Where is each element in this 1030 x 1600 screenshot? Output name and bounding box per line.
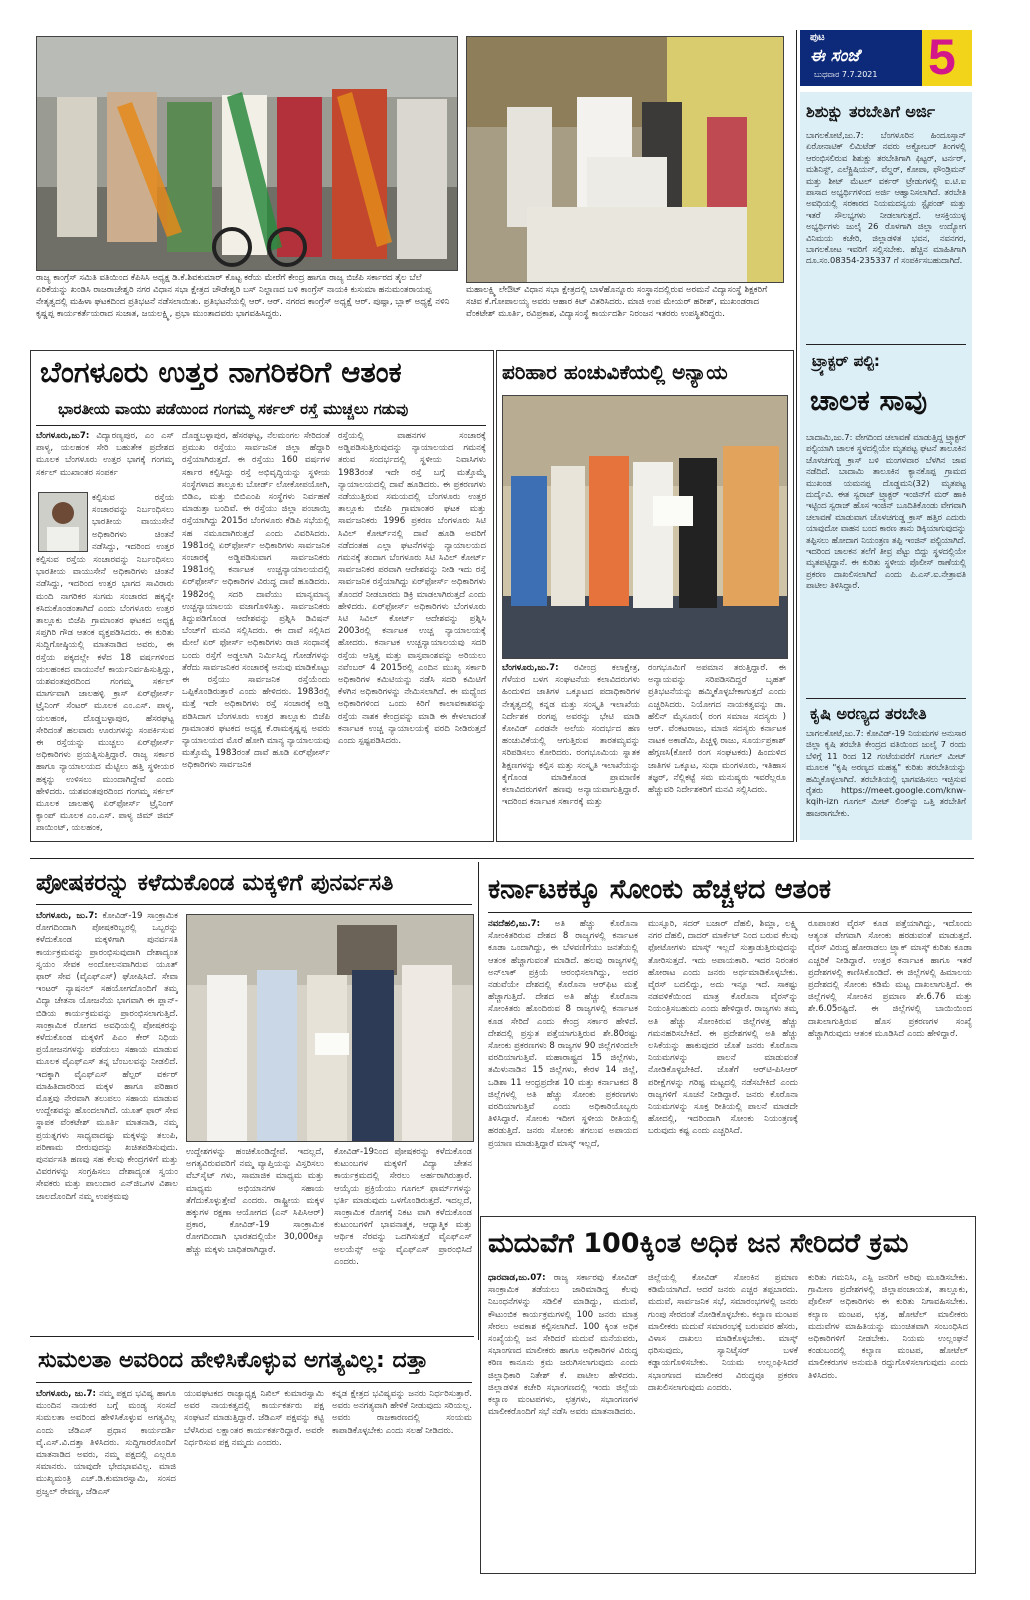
covid-col2: ಮುಸ್ಸೂರಿ, ಸದರ್ ಬಜಾರ್ ದೆಹಲಿ, ಶಿಮ್ಲಾ, ಲಕ್ಷ್ಮಿ ನಗರ ದೆಹಲಿ, ದಾದರ್ ಮಾರ್ಕೆಟ್ ನಿಂದ ಬರುವ ಕೆಲವು ಫೋಟೋಗಳು ಮಾಸ್ಕ್ ಇಲ್ಲದೆ ಸುತ್ತಾಡುತ್ತಿರುವುದನ್ನು ತೋರಿಸುತ್ತದೆ. ಇದು ಅಪಾಯಕಾರಿ. ಇದರ ನಿರಂತರ ಹೋರಾಟ ಎಂದು ಜನರು ಅರ್ಥಮಾಡಿಕೊಳ್ಳಬೇಕು. ವೈರಸ್ ಬದಲಿದ್ದು, ಅದು ಇನ್ನೂ ಇದೆ. ಸಾಕಷ್ಟು ನಡವಳಿಕೆಯಿಂದ ಮಾತ್ರ ಕೊರೊನಾ ವೈರಸ್‌ನ್ನು ನಿಯಂತ್ರಿಸಬಹುದು ಎಂದು ಹೇಳಿದ್ದಾರೆ. ರಾಜ್ಯಗಳು ತಮ್ಮ ಅತಿ ಹೆಚ್ಚು ಸೋಂಕಿರುವ ಜಿಲ್ಲೆಗಳತ್ತ ಹೆಚ್ಚು ಗಮನಹರಿಸಬೇಕಿದೆ. ಈ ಪ್ರದೇಶಗಳಲ್ಲಿ ಅತಿ ಹೆಚ್ಚು ಲಸಿಕೆಯನ್ನು ಹಾಕುವುದರ ಜೊತೆ ಜನರು ಕೊರೊನಾ ನಿಯಮಗಳನ್ನು ಪಾಲನೆ ಮಾಡುವಂತೆ ನೋಡಿಕೊಳ್ಳಬೇಕಿದೆ. ಜೊತೆಗೆ ಆರ್‌ಟಿ-ಪಿಸಿಆರ್ ಪರೀಕ್ಷೆಗಳನ್ನು ಗರಿಷ್ಟ ಮಟ್ಟದಲ್ಲಿ ನಡೆಸಬೇಕಿದೆ ಎಂದು ರಾಜ್ಯಗಳಿಗೆ ಸೂಚನೆ ನೀಡಿದ್ದಾರೆ. ಜನರು ಕೊರೊನಾ ನಿಯಮಗಳನ್ನು ಸೂಕ್ತ ರೀತಿಯಲ್ಲಿ ಪಾಲನೆ ಮಾಡದೇ ಹೋದಲ್ಲಿ, ಇದರಿಂದಾಗಿ ಸೋಂಕು ನಿಯಂತ್ರಣಕ್ಕೆ ಬರುವುದು ಕಷ್ಟ ಎಂದು ಎಚ್ಚರಿಸಿದೆ. [648, 919, 798, 1137]
wedding-col1-text: ರಾಜ್ಯ ಸರ್ಕಾರವು ಕೋವಿಡ್ ಸಾಂಕ್ರಾಮಿಕ ತಡೆಯಲು ಜಾರಿಮಾಡಿದ್ದ ಕೆಲವು ನಿಬಂಧನೆಗಳನ್ನು ಸಡಿಲಿಕೆ ಮಾಡಿದ್ದು, ಮದುವೆ, ಕೌಟುಂಬಿಕ ಕಾರ್ಯಕ್ರಮಗಳಲ್ಲಿ 100 ಜನರು ಮಾತ್ರ ಸೇರಲು ಅವಕಾಶ ಕಲ್ಪಿಸಲಾಗಿದೆ. 100 ಕ್ಕಿಂತ ಅಧಿಕ ಸಂಖ್ಯೆಯಲ್ಲಿ ಜನ ಸೇರಿದರೆ ಮದುವೆ ಮನೆಯವರು, ಸಭಾಂಗಣದ ಮಾಲೀಕರು ಹಾಗೂ ಅಧಿಕಾರಿಗಳ ವಿರುದ್ಧ ಕಠಿಣ ಕಾನೂನು ಕ್ರಮ ಜರುಗಿಸಲಾಗುವುದು ಎಂದು ಜಿಲ್ಲಾಧಿಕಾರಿ ನಿತೇಶ್ ಕೆ. ಪಾಟೀಲ ಹೇಳಿದರು. ಜಿಲ್ಲಾಡಳಿತ ಕಚೇರಿ ಸಭಾಂಗಣದಲ್ಲಿ ಇಂದು ಜಿಲ್ಲೆಯ ಕಲ್ಯಾಣ ಮಂಟಪಗಳು, ಛತ್ರಗಳು, ಸಭಾಂಗಣಗಳ ಮಾಲೀಕರೊಂದಿಗೆ ಸಭೆ ನಡೆಸಿ ಅವರು ಮಾತನಾಡಿದರು. [488, 1273, 638, 1418]
sumalatha-headline: ಸುಮಲತಾ ಅವರಿಂದ ಹೇಳಿಸಿಕೊಳ್ಳುವ ಅಗತ್ಯವಿಲ್ಲ: ದತ್ತಾ [38, 1348, 428, 1373]
wedding-col2: ಜಿಲ್ಲೆಯಲ್ಲಿ ಕೋವಿಡ್ ಸೋಂಕಿನ ಪ್ರಮಾಣ ಕಡಿಮೆಯಾಗಿದೆ. ಆದರೆ ಜನರು ಎಚ್ಚರ ತಪ್ಪಬಾರದು. ಮದುವೆ, ಸಾರ್ವಜನಿಕ ಸಭೆ, ಸಮಾರಂಭಗಳಲ್ಲಿ ಜನರು ಗುಂಪು ಸೇರದಂತೆ ನೋಡಿಕೊಳ್ಳಬೇಕು. ಕಲ್ಯಾಣ ಮಂಟಪ ಮಾಲೀಕರು ಮದುವೆ ಸಮಾರಂಭಕ್ಕೆ ಬರುವವರ ಹೆಸರು, ವಿಳಾಸ ದಾಖಲು ಮಾಡಿಕೊಳ್ಳಬೇಕು. ಮಾಸ್ಕ್ ಧರಿಸುವುದು, ಸ್ಯಾನಿಟೈಸರ್ ಬಳಕೆ ಕಡ್ಡಾಯಗೊಳಿಸಬೇಕು. ನಿಯಮ ಉಲ್ಲಂಘಿಸಿದರೆ ಸಭಾಂಗಣದ ಮಾಲೀಕರ ವಿರುದ್ಧವೂ ಪ್ರಕರಣ ದಾಖಲಿಸಲಾಗುವುದು ಎಂದರು. [648, 1273, 798, 1393]
masthead-box [800, 30, 972, 86]
issue-date: ಬುಧವಾರ 7.7.2021 [814, 70, 878, 79]
protest-photo-caption: ರಾಜ್ಯ ಕಾಂಗ್ರೆಸ್ ಸಮಿತಿ ವತಿಯಿಂದ ಕೆಪಿಸಿಸಿ ಅಧ್ಯಕ್ಷ ಡಿ.ಕೆ.ಶಿವಕುಮಾರ್ ಕೊಟ್ಟ ಕರೆಯ ಮೇರೆಗೆ ಕೇಂದ್ರ ಹಾಗೂ ರಾಜ್ಯ ಬಿಜೆಪಿ ಸರ್ಕಾರದ ತೈಲ ಬೆಲೆ ಏರಿಕೆಯನ್ನು ಖಂಡಿಸಿ ರಾಜರಾಜೇಶ್ವರಿ ನಗರ ವಿಧಾನ ಸಭಾ ಕ್ಷೇತ್ರದ ಚೌಡೇಶ್ವರಿ ಬಸ್ ನಿಲ್ದಾಣದ ಬಳಿ ಕಾಂಗ್ರೆಸ್ ನಾಯಕಿ ಕುಸುಮಾ ಹನುಮಂತರಾಯಪ್ಪ ನೇತೃತ್ವದಲ್ಲಿ ಮಹಿಳಾ ಘಟಕದಿಂದ ಪ್ರತಿಭಟನೆ ನಡೆಸಲಾಯಿತು. ಪ್ರತಿಭಟನೆಯಲ್ಲಿ ಆರ್. ಆರ್. ನಗರದ ಕಾಂಗ್ರೆಸ್ ಅಧ್ಯಕ್ಷೆ ಆರ್. ಪುಷ್ಪಾ, ಬ್ಲಾಕ್ ಅಧ್ಯಕ್ಷೆ ನಳಿನಿ ಕೃಷ್ಣಪ್ಪ ಕಾರ್ಯಕರ್ತೆಯರಾದ ಸುಜಾತ, ಜಯಲಕ್ಷ್ಮಿ, ಪ್ರಭಾ ಮುಂತಾದವರು ಭಾಗವಹಿಸಿದ್ದರು. [36, 273, 450, 319]
wedding-col1 [488, 1272, 638, 1568]
bangalore-col1-top [36, 430, 174, 490]
nutrition-col1 [36, 910, 178, 1326]
bangalore-headline: ಬೆಂಗಳೂರು ಉತ್ತರ ನಾಗರಿಕರಿಗೆ ಆತಂಕ [40, 355, 402, 389]
bangalore-col1-body [36, 554, 174, 836]
compensation-dateline: ಬೆಂಗಳೂರು,ಜು.7: [502, 663, 559, 673]
handover-photo [186, 914, 474, 1142]
sidebar-story2-headline: ಚಾಲಕ ಸಾವು [810, 384, 928, 417]
covid-left-divider [478, 862, 479, 1340]
section-rule-mid [30, 858, 974, 859]
covid-headline: ಕರ್ನಾಟಕಕ್ಕೂ ಸೋಂಕು ಹೆಚ್ಚಳದ ಆತಂಕ [488, 874, 831, 905]
food-kit-photo-caption: ಮಹಾಲಕ್ಷ್ಮಿ ಲೇಔಟ್ ವಿಧಾನ ಸಭಾ ಕ್ಷೇತ್ರದಲ್ಲಿ ಬಾಳೆಹೊನ್ನೂರು ಸಂಸ್ಥಾನದಲ್ಲಿರುವ ಅರಮನೆ ವಿದ್ಯಾಸಂಸ್ಥೆ ಶಿಕ್ಷಕರಿಗೆ ಸಚಿವ ಕೆ.ಗೋಪಾಲಯ್ಯ ಅವರು ಆಹಾರ ಕಿಟ್ ವಿತರಿಸಿದರು. ಮಾಜಿ ಉಪ ಮೇಯರ್ ಹರೀಶ್, ಮುಖಂಡರಾದ ವೆಂಕಟೇಶ್ ಮೂರ್ತಿ, ರವಿಪ್ರಕಾಶ, ವಿದ್ಯಾಸಂಸ್ಥೆ ಕಾರ್ಯದರ್ಶಿ ನಿರಂಜನ ಇತರರು ಉಪಸ್ಥಿತರಿದ್ದರು. [466, 285, 768, 319]
bangalore-subhead-rule [36, 425, 486, 426]
sidebar-rule-2 [806, 698, 966, 699]
sidebar-story2-kicker: ಟ್ರ್ಯಾಕ್ಟರ್ ಪಲ್ಟಿ: [812, 352, 880, 370]
covid-dateline: ನವದೆಹಲಿ,ಜು.7: [488, 919, 541, 929]
memorandum-photo [502, 395, 788, 659]
sumalatha-col1 [36, 1388, 176, 1570]
sidebar-story1-body: ಬಾಗಲಕೋಟೆ,ಜು.7: ಬೆಂಗಳೂರಿನ ಹಿಂದೂಸ್ತಾನ್ ಏರೋನಾಟಿಕ್ ಲಿಮಿಟೆಡ್ ನವರು ಅಕ್ಟೋಬರ್ ತಿಂಗಳಲ್ಲಿ ಆರಂಭಿಸಲಿರುವ ಶಿಶುಕ್ಷು ತರಬೇತಿಗಾಗಿ ಫಿಟ್ಟರ್, ಟರ್ನರ್, ಮಶಿನಿಸ್ಟ್, ಎಲೆಕ್ಟ್ರಿಷಿಯನ್, ವೆಲ್ಡರ್, ಕೋಪಾ, ಫೌಂಡ್ರಿಮನ್ ಮತ್ತು ಶೀಟ್ ಮೆಟಲ್ ವರ್ಕರ್ ಟ್ರೇಡುಗಳಲ್ಲಿ ಐ.ಟಿ.ಐ ಪಾಸಾದ ಅಭ್ಯರ್ಥಿಗಳಿಂದ ಅರ್ಜಿ ಆಹ್ವಾನಿಸಲಾಗಿದೆ. ತರಬೇತಿ ಅವಧಿಯಲ್ಲಿ ಸರಕಾರದ ನಿಯಮದನ್ವಯ ಸ್ಟೈಪಂಡ್ ಮತ್ತು ಇತರೆ ಸೌಲಭ್ಯಗಳು ನೀಡಲಾಗುತ್ತದೆ. ಆಸಕ್ತಿಯುಳ್ಳ ಅಭ್ಯರ್ಥಿಗಳು ಜುಲೈ 26 ರೊಳಗಾಗಿ ಜಿಲ್ಲಾ ಉದ್ಯೋಗ ವಿನಿಮಯ ಕಚೇರಿ, ಜಿಲ್ಲಾಡಳಿತ ಭವನ, ನವನಗರ, ಬಾಗಲಕೋಟ ಇವರಿಗೆ ಸಲ್ಲಿಸಬೇಕು. ಹೆಚ್ಚಿನ ಮಾಹಿತಿಗಾಗಿ ದೂ.ಸಂ.08354-235337 ಗೆ ಸಂಪರ್ಕಿಸಬಹುದಾಗಿದೆ. [806, 130, 966, 266]
protest-photo [36, 36, 458, 271]
sumalatha-col2: ಯುವಘಟಕದ ರಾಜ್ಯಾಧ್ಯಕ್ಷ ನಿಖಿಲ್ ಕುಮಾರಸ್ವಾಮಿ ಅವರ ನಾಯಕತ್ವದಲ್ಲಿ ಕಾರ್ಯಕರ್ತರು ಪಕ್ಷ ಸಂಘಟನೆ ಮಾಡುತ್ತಿದ್ದಾರೆ. ಜೆಡಿಎಸ್ ಪಕ್ಷವನ್ನು ಕಟ್ಟಿ ಬೆಳೆಸಿರುವ ಲಕ್ಷಾಂತರ ಕಾರ್ಯಕರ್ತರಿದ್ದಾರೆ. ಅವರೇ ನಿರ್ಧರಿಸುವ ಪಕ್ಷ ನಮ್ಮದು ಎಂದರು. [184, 1389, 324, 1448]
bangalore-col3: ರಸ್ತೆಯಲ್ಲಿ ವಾಹನಗಳ ಸಂಚಾರಕ್ಕೆ ಅಡ್ಡಿಪಡಿಸುತ್ತಿರುವುದನ್ನು ನ್ಯಾಯಾಲಯದ ಗಮನಕ್ಕೆ ತರುವ ಸಂದರ್ಭದಲ್ಲಿ ಸ್ಥಳೀಯ ನಿವಾಸಿಗಳು 1983ರಂತೆ ಇದೇ ರಸ್ತೆ ಬಗ್ಗೆ ಮತ್ತೊಮ್ಮೆ ನ್ಯಾಯಾಲಯದಲ್ಲಿ ದಾವೆ ಹೂಡಿದರು. ಈ ಪ್ರಕರಣಗಳು ನಡೆಯುತ್ತಿರುವ ಸಮಯದಲ್ಲಿ ಬೆಂಗಳೂರು ಉತ್ತರ ತಾಲ್ಲೂಕು ಬಿಜೆಪಿ ಗ್ರಾಮಾಂತರ ಘಟಕ ಮತ್ತು ಸಾರ್ವಜನಿಕರು 1996 ಪ್ರಕರಣ ಬೆಂಗಳೂರು ಸಿಟಿ ಸಿವಿಲ್ ಕೋರ್ಟ್‌ನಲ್ಲಿ ದಾವೆ ಹೂಡಿ ಅವರಿಗೆ ನಡೆದಂತಹ ಎಲ್ಲಾ ಘಟನೆಗಳನ್ನು ನ್ಯಾಯಾಲಯದ ಗಮನಕ್ಕೆ ತಂದಾಗ ಬೆಂಗಳೂರು ಸಿಟಿ ಸಿವಿಲ್ ಕೋರ್ಟ್ ಸಾರ್ವಜನಿಕರ ಪರವಾಗಿ ಆದೇಶವನ್ನು ನೀಡಿ ಇದು ರಸ್ತೆ ಸಾರ್ವಜನಿಕ ರಸ್ತೆಯಾಗಿದ್ದು ಏರ್‌ಫೋರ್ಸ್ ಅಧಿಕಾರಿಗಳು ತೊಂದರೆ ನೀಡಬಾರದು ಡಿಕ್ರಿ ಮಾಡಲಾಗಿರುತ್ತದೆ ಎಂದು ಹೇಳಿದರು. ಏರ್‌ಫೋರ್ಸ್ ಅಧಿಕಾರಿಗಳು ಬೆಂಗಳೂರು ಸಿಟಿ ಸಿವಿಲ್ ಕೋರ್ಟ್ ಆದೇಶವನ್ನು ಪ್ರಶ್ನಿಸಿ 2003ರಲ್ಲಿ ಕರ್ನಾಟಕ ಉಚ್ಚ ನ್ಯಾಯಾಲಯಕ್ಕೆ ಹೋದರು. ಕರ್ನಾಟಕ ಉಚ್ಚನ್ಯಾಯಾಲಯವು ಸದರಿ ರಸ್ತೆಯ ಆಸ್ತಿತ್ವ ಮತ್ತು ವಾಸ್ತವಾಂಶವನ್ನು ಅರಿಯಲು ನವೆಂಬರ್ 4 2015ರಲ್ಲಿ ಎಂದಿನ ಮುಖ್ಯ ಸರ್ಕಾರಿ ಅಧಿಕಾರಿಗಳ ಕಮಿಟಿಯನ್ನು ನಡೆಸಿ ಸದರಿ ಕಮಿಟಿಗೆ ಕೆಳಗಿನ ಅಧಿಕಾರಿಗಳನ್ನು ನೇಮಿಸಲಾಗಿದೆ. ಈ ಮಧ್ಯೆಂದ ಅಧಿಕಾರಿಗಳಿಂದ ಒಂದು ಕಿರಿಗೆ ಕಾಲಾವಕಾಶವನ್ನು ರಸ್ತೆಯ ನಾಶಕ ಕೇಂದ್ರವನ್ನು ಮಾಡಿ ಈ ಕೇಳಲಾದಂತೆ ಕರ್ನಾಟಕ ಉಚ್ಚ ನ್ಯಾಯಾಲಯಕ್ಕೆ ವರದಿ ನೀಡಿರುತ್ತದೆ ಎಂದು ಸ್ಪಷ್ಟಪಡಿಸಿದರು. [338, 431, 486, 747]
page-word: ಪುಟ [810, 32, 825, 43]
sidebar-story1-headline: ಶಿಶುಕ್ಷು ತರಬೇತಿಗೆ ಅರ್ಜಿ [806, 102, 936, 121]
compensation-col2: ರಂಗಭೂಮಿಗೆ ಅಪಮಾನ ತರುತ್ತಿದ್ದಾರೆ. ಈ ಅನ್ಯಾಯವನ್ನು ಸರಿಪಡಿಸದಿದ್ದರೆ ಬೃಹತ್ ಪ್ರತಿಭಟನೆಯನ್ನು ಹಮ್ಮಿಕೊಳ್ಳಬೇಕಾಗುತ್ತದೆ ಎಂದು ಎಚ್ಚರಿಸಿದರು. ನಿಯೋಗದ ನಾಯಕತ್ವವನ್ನು ಡಾ. ಹೆಲಿನ್ ಮೈಸೂರು( ರಂಗ ಸಮಾಜ ಸದಸ್ಯರು ) ಆರ್. ವೆಂಕಟರಾಜು, ಮಾಜಿ ಸದಸ್ಯರು ಕರ್ನಾಟಕ ನಾಟಕ ಅಕಾಡೆಮಿ, ಪಿಚ್ಚಳ್ಳಿ ರಾಜು, ಸೂರ್ಯಪ್ರಕಾಶ್ ಹೆಗ್ಗಣಸಿ(ಕೋಣಿ ರಂಗ ಸಂಘಟಕರು) ಹಿಂದುಳಿದ ಜಾತಿಗಳ ಒಕ್ಕೂಟ, ಸುಧಾ ಮಂಗಳೂರು, ಇತಿಹಾಸ ತಜ್ಞರ್, ನೆಲ್ಲಿಕಟ್ಟೆ ಸಮ ಮನುಷ್ಯರು ಇವರೆಲ್ಲರೂ ಹೆಚ್ಚುವರಿ ನಿರ್ದೇಶಕರಿಗೆ ಮನವಿ ಸಲ್ಲಿಸಿದರು. [648, 663, 786, 796]
page-number: 5 [928, 29, 956, 85]
covid-head-rule [488, 912, 972, 913]
food-kit-photo [466, 36, 784, 283]
sumalatha-col3: ಕನ್ನಡ ಕ್ಷೇತ್ರದ ಭವಿಷ್ಯವನ್ನು ಜನರು ನಿರ್ಧರಿಸುತ್ತಾರೆ. ಅವರು ಅನಗತ್ಯವಾಗಿ ಹೇಳಿಕೆ ನೀಡುವುದು ಸರಿಯಲ್ಲ. ಅವರು ರಾಜಕಾರಣದಲ್ಲಿ ಸಂಯಮ ಕಾಪಾಡಿಕೊಳ್ಳಬೇಕು ಎಂದು ಸಲಹೆ ನೀಡಿದರು. [332, 1389, 472, 1436]
sidebar-story2-body: ಬಾದಾಮಿ,ಜು.7: ವೇಗದಿಂದ ಚಲಾವಣೆ ಮಾಡುತ್ತಿದ್ದ ಟ್ರ್ಯಾಕ್ಟರ್ ಪಲ್ಟಿಯಾಗಿ ಚಾಲಕ ಸ್ಥಳದಲ್ಲಿಯೇ ಮೃತಪಟ್ಟ ಘಟನೆ ತಾಲೂಕಿನ ಚೊಳಚಗುಡ್ಡ ಕ್ರಾಸ್ ಬಳಿ ಮಂಗಳವಾರ ಬೆಳಗಿನ ಜಾವ ನಡೆದಿದೆ. ಬಾದಾಮಿ ತಾಲೂಕಿನ ಕ್ಯಾನಕೊಪ್ಪ ಗ್ರಾಮದ ಮುಖಂಡ ಯಮನಪ್ಪ ದೊಡ್ಡಮನಿ(32) ಮೃತಪಟ್ಟ ದುರ್ದೈವಿ. ಈತ ಸ್ವರಾಜ್ ಟ್ರ್ಯಾಕ್ಟರ್ ಇಂಜಿನ್‍ಗೆ ಮರ್ ಹಾಕಿ ಇಟ್ಟಿಂದ ಸ್ವರಾಜ್ ಹೊಸ ಇಂಜಿನ್ ಬೂದಿತಿಕೊಂಡು ವೇಗವಾಗಿ ಚಲಾವಣೆ ಮಾಡುವಾಗ ಚೊಳಚಗುಡ್ಡ ಕ್ರಾಸ್ ಹತ್ತಿರ ಎದುರು ಯಾವುದೋ ವಾಹನ ಬಂದ ಕಾರಣ ತಾನು ಡಿಕ್ಕಿಯಾಗುವುದನ್ನು ತಪ್ಪಿಸಲು ಹೋದಾಗ ನಿಯಂತ್ರಣ ತಪ್ಪಿ ಇಂಜಿನ್ ಪಲ್ಟಿಯಾಗಿದೆ. ಇದರಿಂದ ಚಾಲಕನ ತಲೆಗೆ ತೀವ್ರ ಪೆಟ್ಟು ಬಿದ್ದು ಸ್ಥಳದಲ್ಲಿಯೇ ಮೃತಪಟ್ಟಿದ್ದಾನೆ. ಈ ಕುರಿತು ಸ್ಥಳೀಯ ಪೊಲೀಸ್ ಠಾಣೆಯಲ್ಲಿ ಪ್ರಕರಣ ದಾಖಲಿಸಲಾಗಿದೆ ಎಂದು ಪಿ.ಎಸ್.ಐ.ನೇತ್ರಾವತಿ ಪಾಟೀಲ ತಿಳಿಸಿದ್ದಾರೆ. [806, 432, 966, 591]
compensation-col1-text: ರವೀಂದ್ರ ಕಲಾಕ್ಷೇತ್ರ, ಗೆಳೆಯರ ಬಳಗ ಸಂಘಟನೆಯ ಕಲಾವಿದರುಗಳು ಹಿಂದುಳಿದ ಜಾತಿಗಳ ಒಕ್ಕೂಟದ ಪದಾಧಿಕಾರಿಗಳ ನೇತೃತ್ವದಲ್ಲಿ ಕನ್ನಡ ಮತ್ತು ಸಂಸ್ಕೃತಿ ಇಲಾಖೆಯ ನಿರ್ದೇಶಕ ರಂಗಪ್ಪ ಅವರನ್ನು ಭೇಟಿ ಮಾಡಿ ಕೋವಿಡ್ ಎರಡನೇ ಅಲೆಯ ಸಂದರ್ಭದ ಹಣ ಹಂಚುವಿಕೆಯಲ್ಲಿ ಆಗುತ್ತಿರುವ ತಾರತಮ್ಯವನ್ನು ಸರಿಪಡಿಸಲು ಕೋರಿದರು. ರಂಗಭೂಮಿಯ ಸ್ನಾತಕ ಶಿಕ್ಷಣಗಳನ್ನು ಕಲ್ಪಿಸ ಮತ್ತು ಸಂಸ್ಕೃತಿ ಇಲಾಖೆಯನ್ನು ಕೈಗೊಂಡ ಮಾಡಿಕೊಂಡ ಪ್ರಾಮಾಣಿಕ ಕಲಾವಿದರುಗಳಿಗೆ ಹಣವು ಅನ್ಯಾಯವಾಗುತ್ತಿದ್ದಾರೆ. ಇದರಿಂದ ಕರ್ನಾಟಕ ಸರ್ಕಾರಕ್ಕೆ ಮತ್ತು [502, 663, 640, 808]
bangalore-col1-wrap: ಕಲ್ಪಿಸುವ ರಸ್ತೆಯ ಸಂಚಾರವನ್ನು ನಿರ್ಬಂಧಿಸಲು ಭಾರತೀಯ ವಾಯುಸೇನೆ ಅಧಿಕಾರಿಗಳು ಚಿಂತನೆ ನಡೆಸಿದ್ದು, ಇದರಿಂದ ಉತ್ತರ [92, 493, 174, 552]
bangalore-dateline: ಬೆಂಗಳೂರು,ಜು7: [36, 431, 90, 441]
nutrition-head-rule [36, 904, 472, 905]
compensation-headline: ಪರಿಹಾರ ಹಂಚುವಿಕೆಯಲ್ಲಿ ಅನ್ಯಾಯ [502, 360, 728, 384]
sidebar-rule-1 [806, 344, 966, 345]
sidebar-divider [796, 30, 797, 842]
bangalore-subhead: ಭಾರತೀಯ ವಾಯು ಪಡೆಯಿಂದ ಗಂಗಮ್ಮ ಸರ್ಕಲ್ ರಸ್ತೆ ಮುಚ್ಚಲು ಗಡುವು [58, 400, 409, 418]
wedding-dateline: ಧಾರವಾಡ,ಜು.07: [488, 1273, 546, 1283]
sumalatha-head-rule [36, 1382, 472, 1383]
wedding-col3: ಕುರಿತು ಗಮನಿಸಿ, ಎಸ್ಪಿ ಜನರಿಗೆ ಅರಿವು ಮೂಡಿಸಬೇಕು. ಗ್ರಾಮೀಣ ಪ್ರದೇಶಗಳಲ್ಲಿ ಜಿಲ್ಲಾಪಂಚಾಯತ, ತಾಲ್ಲೂಕು, ಪೊಲೀಸ್ ಅಧಿಕಾರಿಗಳು ಈ ಕುರಿತು ನಿಗಾವಹಿಸಬೇಕು. ಕಲ್ಯಾಣ ಮಂಟಪ, ಛತ್ರ, ಹೋಟೆಲ್ ಮಾಲೀಕರು ಮದುವೆಗಳ ಮಾಹಿತಿಯನ್ನು ಮುಂಚಿತವಾಗಿ ಸಂಬಂಧಿಸಿದ ಅಧಿಕಾರಿಗಳಿಗೆ ನೀಡಬೇಕು. ನಿಯಮ ಉಲ್ಲಂಘನೆ ಕಂಡುಬಂದಲ್ಲಿ ಕಲ್ಯಾಣ ಮಂಟಪ, ಹೋಟೆಲ್ ಮಾಲೀಕರುಗಳ ಅನುಮತಿ ರದ್ದುಗೊಳಿಸಲಾಗುವುದು ಎಂದು ತಿಳಿಸಿದರು. [808, 1273, 968, 1381]
covid-col1-text: ಅತಿ ಹೆಚ್ಚು ಕೊರೊನಾ ಸೋಂಕಿತರಿರುವ ದೇಶದ 8 ರಾಜ್ಯಗಳಲ್ಲಿ ಕರ್ನಾಟಕ ಕೂಡಾ ಒಂದಾಗಿದ್ದು, ಈ ಬೆಳವಣಿಗೆಯು ಜನತೆಯಲ್ಲಿ ಆತಂಕ ಹೆಚ್ಚಾಗುವಂತೆ ಮಾಡಿದೆ. ಹಲವು ರಾಜ್ಯಗಳಲ್ಲಿ ಅನ್‌ಲಾಕ್ ಪ್ರಕ್ರಿಯೆ ಆರಂಭಿಸಲಾಗಿದ್ದು, ಅದರ ನಡುವೆಯೇ ದೇಶದಲ್ಲಿ ಕೊರೊನಾ ಆರ್‌ಫಿಟ ಮತ್ತೆ ಹೆಚ್ಚಾಗುತ್ತಿದೆ. ದೇಶದ ಅತಿ ಹೆಚ್ಚು ಕೊರೊನಾ ಸೋಂಕಿತರು ಹೊಂದಿರುವ 8 ರಾಜ್ಯಗಳಲ್ಲಿ ಕರ್ನಾಟಕ ಕೂಡ ಸೇರಿದೆ ಎಂದು ಕೇಂದ್ರ ಸರ್ಕಾರ ಹೇಳಿದೆ. ದೇಶದಲ್ಲಿ ಪ್ರಸ್ತುತ ಪತ್ತೆಯಾಗುತ್ತಿರುವ ಶೇ.80ರಷ್ಟು ಸೋಂಕು ಪ್ರಕರಣಗಳು 8 ರಾಜ್ಯಗಳ 90 ಜಿಲ್ಲೆಗಳಿಂದಲೇ ವರದಿಯಾಗುತ್ತಿವೆ. ಮಹಾರಾಷ್ಟ್ರದ 15 ಜಿಲ್ಲೆಗಳು, ತಮಿಳುನಾಡಿನ 15 ಜಿಲ್ಲೆಗಳು, ಕೇರಳ 14 ಜಿಲ್ಲೆ, ಒಡಿಶಾ 11 ಆಂಧ್ರಪ್ರದೇಶ 10 ಮತ್ತು ಕರ್ನಾಟಕದ 8 ಜಿಲ್ಲೆಗಳಲ್ಲಿ ಅತಿ ಹೆಚ್ಚು ಸೋಂಕು ಪ್ರಕರಣಗಳು ವರದಿಯಾಗುತ್ತಿವೆ ಎಂದು ಅಧಿಕಾರಿಯೊಬ್ಬರು ತಿಳಿಸಿದ್ದಾರೆ. ಸೋಂಕು ಇದೀಗ ಸ್ಥಳೀಯ ರೀತಿಯಲ್ಲಿ ಹರಡುತ್ತಿದೆ. ಜನರು ಸೋಂಕು ತಗಲುವ ಅಪಾಯದ ಪ್ರಯಾಣ ಮಾಡುತ್ತಿದ್ದಾರೆ ಮಾಸ್ಕ್ ಇಲ್ಲದೆ, [488, 919, 638, 1149]
sumalatha-col1-text: ನಮ್ಮ ಪಕ್ಷದ ಭವಿಷ್ಯ ಹಾಗೂ ಮುಂದಿನ ನಾಯಕರ ಬಗ್ಗೆ ಮಂಡ್ಯ ಸಂಸದೆ ಸುಮಲತಾ ಅವರಿಂದ ಹೇಳಿಸಿಕೊಳ್ಳುವ ಅಗತ್ಯವಿಲ್ಲ ಎಂದು ಜೆಡಿಎಸ್ ಪ್ರಧಾನ ಕಾರ್ಯದರ್ಶಿ ವೈ.ಎಸ್.ವಿ.ದತ್ತಾ ತಿಳಿಸಿದರು. ಸುದ್ದಿಗಾರರೊಂದಿಗೆ ಮಾತನಾಡಿದ ಅವರು, ನಮ್ಮ ಪಕ್ಷದಲ್ಲಿ ಎಲ್ಲರೂ ಸಮಾನರು. ಯಾವುದೇ ಭೇದಭಾವವಿಲ್ಲ. ಮಾಜಿ ಮುಖ್ಯಮಂತ್ರಿ ಎಚ್.ಡಿ.ಕುಮಾರಸ್ವಾಮಿ, ಸಂಸದ ಪ್ರಜ್ವಲ್ ರೇವಣ್ಣ, ಜೆಡಿಎಸ್ [36, 1389, 176, 1497]
covid-col1 [488, 918, 638, 1208]
bangalore-col1-rest: ಕಲ್ಪಿಸುವ ರಸ್ತೆಯ ಸಂಚಾರವನ್ನು ನಿರ್ಬಂಧಿಸಲು ಭಾರತೀಯ ವಾಯುಸೇನೆ ಅಧಿಕಾರಿಗಳು ಚಿಂತನೆ ನಡೆಸಿದ್ದು, ಇದರಿಂದ ಉತ್ತರ ಭಾಗದ ಸಾವಿರಾರು ಮಂದಿ ನಾಗರಿಕರ ಸುಗಮ ಸಂಚಾರದ ಹಕ್ಕನ್ನೇ ಕಸಿದುಕೊಂಡಂತಾಗಿದೆ ಎಂದು ಬೆಂಗಳೂರು ಉತ್ತರ ತಾಲ್ಲೂಕು ಬಿಜೆಪಿ ಗ್ರಾಮಾಂತರ ಘಟಕದ ಅಧ್ಯಕ್ಷ ಸಪ್ತಗಿರಿ ಗೌಡ ಆತಂಕ ವ್ಯಕ್ತಪಡಿಸಿದರು. ಈ ಕುರಿತು ಸುದ್ದಿಗೋಷ್ಠಿಯಲ್ಲಿ ಮಾತನಾಡಿದ ಅವರು, ಈ ರಸ್ತೆಯ ಪಕ್ಕದಲ್ಲೇ ಕಳೆದ 18 ವರ್ಷಗಳಿಂದ ಯಲಹಂಕದ ವಾಯುನೆಲೆ ಕಾರ್ಯನಿರ್ವಹಿಸುತ್ತಿದ್ದು, ಯಶವಂತಪುರದಿಂದ ಗಂಗಮ್ಮ ಸರ್ಕಲ್ ಮಾರ್ಗವಾಗಿ ಜಾಲಹಳ್ಳಿ ಕ್ರಾಸ್ ಏರ್‌ಫೋರ್ಸ್ ಟ್ರೈನಿಂಗ್ ಸೆಂಟರ್ ಮೂಲಕ ಎಂ.ಎಸ್. ಪಾಳ್ಯ, ಯಲಹಂಕ, ದೊಡ್ಡಬಳ್ಳಾಪುರ, ಹೆಸರಘಟ್ಟ ಸೇರಿದಂತೆ ಹಲವಾರು ಊರುಗಳನ್ನು ಸಂಪರ್ಕಿಸುವ ಈ ರಸ್ತೆಯನ್ನು ಮುಚ್ಚಲು ಏರ್‌ಫೋರ್ಸ್ ಅಧಿಕಾರಿಗಳು ಪ್ರಯತ್ನಿಸುತ್ತಿದ್ದಾರೆ. ರಾಜ್ಯ ಸರ್ಕಾರ ಹಾಗೂ ನ್ಯಾಯಾಲಯದ ಮೆಟ್ಟಿಲು ಹತ್ತಿ ಸ್ಥಳೀಯರ ಹಕ್ಕನ್ನು ಉಳಿಸಲು ಮುಂದಾಗಿದ್ದೇವೆ ಎಂದು ಹೇಳಿದರು. ಯಶವಂತಪುರದಿಂದ ಗಂಗಮ್ಮ ಸರ್ಕಲ್ ಮೂಲಕ ಜಾಲಹಳ್ಳಿ ಏರ್‌ಫೋರ್ಸ್ ಟ್ರೈನಿಂಗ್ ಕ್ಯಾಂಪ್ ಮೂಲಕ ಎಂ.ಎಸ್. ಪಾಳ್ಯ ಜಿಮ್ ಜಿಮ್ ಪಾಯಿಂಟ್, ಯಲಹಂಕ, [36, 555, 174, 834]
nutrition-col2: ಉದ್ದೇಶಗಳನ್ನು ಹಂಚಿಕೊಂಡಿದ್ದೇವೆ. ಇದಲ್ಲದೆ, ಅಗತ್ಯವಿರುವವರಿಗೆ ನಮ್ಮ ವ್ಯಾಪ್ತಿಯನ್ನು ವಿಸ್ತರಿಸಲು ವೆಬ್‌ಸೈಟ್ ಗಳು, ಸಾಮಾಜಿಕ ಮಾಧ್ಯಮ ಮತ್ತು ಮಾಧ್ಯಮ ಅಭಿಯಾನಗಳ ಸಹಾಯ ತೆಗೆದುಕೊಳ್ಳುತ್ತೇವೆ ಎಂದರು. ರಾಷ್ಟ್ರೀಯ ಮಕ್ಕಳ ಹಕ್ಕುಗಳ ರಕ್ಷಣಾ ಆಯೋಗದ (ಎನ್ ಸಿಪಿಸಿಆರ್) ಪ್ರಕಾರ, ಕೋವಿಡ್-19 ಸಾಂಕ್ರಾಮಿಕ ರೋಗದಿಂದಾಗಿ ಭಾರತದಲ್ಲಿಯೇ 30,000ಕ್ಕೂ ಹೆಚ್ಚು ಮಕ್ಕಳು ಬಾಧಿತರಾಗಿದ್ದಾರೆ. [186, 1147, 324, 1255]
nutrition-dateline: ಬೆಂಗಳೂರು, ಜು.7: [36, 911, 98, 921]
sidebar-story3-body: ಬಾಗಲಕೋಟೆ,ಜು.7: ಕೋವಿಡ್-19 ನಿಯಮಗಳ ಅನುಸಾರ ಜಿಲ್ಲಾ ಕೃಷಿ ತರಬೇತಿ ಕೇಂದ್ರದ ವತಿಯಿಂದ ಜುಲೈ 7 ರಂದು ಬೆಳಿಗ್ಗೆ 11 ರಿಂದ 12 ಗಂಟೆಯವರೆಗೆ ಗೂಗಲ್ ಮೀಟ್ ಮೂಲಕ "ಕೃಷಿ ಅರಣ್ಯದ ಮಹತ್ವ" ಕುರಿತು ತರಬೇತಿಯನ್ನು ಹಮ್ಮಿಕೊಳ್ಳಲಾಗಿದೆ. ತರಬೇತಿಯಲ್ಲಿ ಭಾಗವಹಿಸಲು ಇಚ್ಛಿಸುವ ರೈತರು https://meet.google.com/knw-kqih-izn ಗೂಗಲ್ ಮೀಟ್ ಲಿಂಕ್‍ನ್ನು ಒತ್ತಿ ತರಬೇತಿಗೆ ಹಾಜರಾಗಬೇಕು. [806, 728, 966, 818]
sumalatha-top-rule [30, 1336, 474, 1337]
nutrition-headline: ಪೋಷಕರನ್ನು ಕಳೆದುಕೊಂಡ ಮಕ್ಕಳಿಗೆ ಪುನರ್ವಸತಿ [36, 870, 394, 896]
wedding-headline: ಮದುವೆಗೆ 100ಕ್ಕಿಂತ ಅಧಿಕ ಜನ ಸೇರಿದರೆ ಕ್ರಮ [488, 1228, 909, 1259]
portrait-photo [38, 492, 88, 552]
nutrition-col3: ಕೋವಿಡ್-19ನಿಂದ ಪೋಷಕರನ್ನು ಕಳೆದುಕೊಂಡ ಕುಟುಂಬಗಳ ಮಕ್ಕಳಿಗೆ ವಿದ್ಯಾ ಚೇತನ ಕಾರ್ಯಕ್ರಮದಲ್ಲಿ ಸೇರಲು ಅರ್ಹರಾಗಿರುತ್ತಾರೆ. ಆಯ್ಕೆಯ ಪ್ರಕ್ರಿಯೆಯು ಗೂಗಲ್ ಫಾರ್ಮ್‌ಗಳನ್ನು ಭರ್ತಿ ಮಾಡುವುದು ಒಳಗೊಂಡಿರುತ್ತದೆ. ಇದಲ್ಲದೆ, ಸಾಂಕ್ರಾಮಿಕ ರೋಗಕ್ಕೆ ನಿಕಟ ವಾಗಿ ಕಳೆದುಕೊಂಡ ಕುಟುಂಬಗಳಿಗೆ ಭಾವನಾತ್ಮಕ, ಆಧ್ಯಾತ್ಮಿಕ ಮತ್ತು ಆರ್ಥಿಕ ನೆರವನ್ನು ಒದಗಿಸುತ್ತದೆ ವೈಎಫ್ಎಸ್ ಅಲಯೆನ್ಸ್ ಅನ್ನು ವೈಎಫ್ಎಸ್ ಪ್ರಾರಂಭಿಸಿದೆ ಎಂದರು. [334, 1147, 472, 1267]
brand-logo: ಈ ಸಂಜೆ [810, 46, 860, 66]
sidebar-story3-headline: ಕೃಷಿ ಅರಣ್ಯದ ತರಬೇತಿ [810, 704, 927, 723]
bangalore-col1-lead: ವಿದ್ಯಾರಣ್ಯಪುರ, ಎಂ ಎಸ್ ಪಾಳ್ಯ, ಯಲಹಂಕ ಸೇರಿ ಬಹುತೇಕ ಪ್ರದೇಶದ ಮೂಲಕ ಬೆಂಗಳೂರು ಉತ್ತರ ಭಾಗಕ್ಕೆ ಗಂಗಮ್ಮ ಸರ್ಕಲ್ ಮುಖಾಂತರ ಸಂಪರ್ಕ [36, 431, 174, 478]
bangalore-col2: ದೊಡ್ಡಬಳ್ಳಾಪುರ, ಹೆಸರಘಟ್ಟ, ನೆಲಮಂಗಲ ಸೇರಿದಂತೆ ಪ್ರಮುಖ ರಸ್ತೆಯು ಸಾರ್ವಜನಿಕ ಜಿಲ್ಲಾ ಹೆದ್ದಾರಿ ರಸ್ತೆಯಾಗಿರುತ್ತದೆ. ಈ ರಸ್ತೆಯು 160 ವರ್ಷಗಳ ಸರ್ಕಾರ ಕಲ್ಪಿಸಿದ್ದು ರಸ್ತೆ ಅಭಿವೃದ್ಧಿಯನ್ನು ಸ್ಥಳೀಯ ಸಂಸ್ಥೆಗಳಾದ ತಾಲ್ಲೂಕು ಬೋರ್ಡ್ ಲೋಕೋಪಯೋಗಿ, ಬಿಡಿಎ, ಮತ್ತು ಬಿಬಿಎಂಪಿ ಸಂಸ್ಥೆಗಳು ನಿರ್ವಹಣೆ ಮಾಡುತ್ತಾ ಬಂದಿವೆ. ಈ ರಸ್ತೆಯು ಜಿಲ್ಲಾ ಪಂಚಾಯ್ತಿ ರಸ್ತೆಯಾಗಿದ್ದು 2015ರ ಬೆಂಗಳೂರು ಕೆಡಿಪಿ ಸಭೆಯಲ್ಲಿ ಸಹ ನಮೂದಾಗಿರುತ್ತದೆ ಎಂದು ವಿವರಿಸಿದರು. 1981ರಲ್ಲಿ ಏರ್‌ಫೋರ್ಸ್ ಅಧಿಕಾರಿಗಳು ಸಾರ್ವಜನಿಕ ಸಂಚಾರಕ್ಕೆ ಅಡ್ಡಿಪಡಿಸುವಾಗ ಸಾರ್ವಜನಿಕರು 1981ರಲ್ಲಿ ಕರ್ನಾಟಕ ಉಚ್ಚನ್ಯಾಯಾಲಯದಲ್ಲಿ ಏರ್‌ಫೋರ್ಸ್ ಅಧಿಕಾರಿಗಳ ವಿರುದ್ಧ ದಾವೆ ಹೂಡಿದರು. 1982ರಲ್ಲಿ ಸದರಿ ದಾವೆಯು ಮಾನ್ಯಮಾನ್ಯ ಉಚ್ಚನ್ಯಾಯಾಲಯ ವಜಾಗೊಳಿಸಿತ್ತು. ಸಾರ್ವಜನಿಕರು ತಿದ್ದುಪಡಿಗೊಂಡ ಆದೇಶವನ್ನು ಪ್ರಶ್ನಿಸಿ ಡಿವಿಷನ್ ಬೆಂಚ್‌ಗೆ ಮನವಿ ಸಲ್ಲಿಸಿದರು. ಈ ದಾವೆ ಸಲ್ಲಿಸಿದ ಮೇಲೆ ಏರ್ ಫೋರ್ಸ್ ಅಧಿಕಾರಿಗಳು ರಾಜಿ ಸಂಧಾನಕ್ಕೆ ಬಂದು ರಸ್ತೆಗೆ ಅಡ್ಡಲಾಗಿ ನಿರ್ಮಿಸಿದ್ದ ಗೋಡೆಗಳನ್ನು ತೆರೆದು ಸಾರ್ವಜನಿಕರ ಸಂಚಾರಕ್ಕೆ ಅನುವು ಮಾಡಿಕೊಟ್ಟು ಈ ರಸ್ತೆಯು ಸಾರ್ವಜನಿಕ ರಸ್ತೆಯೆಂದು ಒಪ್ಪಿಕೊಂಡಿರುತ್ತಾರೆ ಎಂದು ಹೇಳಿದರು. 1983ರಲ್ಲಿ ಮತ್ತೆ ಇದೇ ಅಧಿಕಾರಿಗಳು ರಸ್ತೆ ಸಂಚಾರಕ್ಕೆ ಅಡ್ಡಿ ಪಡಿಸಿದಾಗ ಬೆಂಗಳೂರು ಉತ್ತರ ತಾಲ್ಲೂಕು ಬಿಜೆಪಿ ಗ್ರಾಮಾಂತರ ಘಟಕದ ಅಧ್ಯಕ್ಷ ಕೆ.ರಾಮಕೃಷ್ಣಪ್ಪ ಅವರು ನ್ಯಾಯಾಲಯದ ಮೊರೆ ಹೋಗಿ ಮಾನ್ಯ ನ್ಯಾಯಾಲಯವು ಮತ್ತೊಮ್ಮೆ 1983ರಂತೆ ದಾವೆ ಹೂಡಿ ಏರ್‌ಫೋರ್ಸ್ ಅಧಿಕಾರಿಗಳು ಸಾರ್ವಜನಿಕ [182, 431, 330, 771]
covid-col3: ರೂಪಾಂತರ ವೈರಸ್ ಕೂಡ ಪತ್ತೆಯಾಗಿದ್ದು, ಇದೊಂದು ಆತ್ಯಂತ ವೇಗವಾಗಿ ಸೋಂಕು ಹರಡುವಂತೆ ಮಾಡುತ್ತದೆ. ವೈರಸ್ ವಿರುದ್ಧ ಹೋರಾಡಲು ಟ್ರ್ಯಾಕ್ ಮಾಸ್ಕ್ ಕುರಿತು ಕೂಡಾ ಎಚ್ಚರಿಕೆ ನೀಡಿದ್ದಾರೆ. ಉತ್ತರ ಕರ್ನಾಟಕ ಹಾಗೂ ಇತರೆ ಪ್ರದೇಶಗಳಲ್ಲಿ ಕಾಣಿಸಿಕೊಂಡಿದೆ. ಈ ಜಿಲ್ಲೆಗಳಲ್ಲಿ ಹಿಮಾಲಯ ಪ್ರದೇಶದಲ್ಲಿ ಸೋಂಕು ಕಡಿಮೆ ಮಟ್ಟ ದಾಖಲಾಗುತ್ತಿದೆ. ಈ ಜಿಲ್ಲೆಗಳಲ್ಲಿ ಸೋಂಕಿನ ಪ್ರಮಾಣ ಶೇ.6.76 ಮತ್ತು ಶೇ.6.05ರಷ್ಟಿದೆ. ಈ ಜಿಲ್ಲೆಗಳಲ್ಲಿ ಬಾಯಿಯಿಂದ ದಾಖಲಾಗುತ್ತಿರುವ ಹೊಸ ಪ್ರಕರಣಗಳ ಸಂಖ್ಯೆ ಹೆಚ್ಚಾಗಿರುವುದು ಆತಂಕ ಮೂಡಿಸಿದೆ ಎಂದು ಹೇಳಿದ್ದಾರೆ. [808, 919, 972, 1039]
compensation-col1 [502, 662, 640, 836]
page-number-box [922, 30, 972, 86]
sumalatha-dateline: ಬೆಂಗಳೂರು, ಜು.7: [36, 1389, 96, 1399]
nutrition-col1-text: ಕೋವಿಡ್-19 ಸಾಂಕ್ರಾಮಿಕ ರೋಗದಿಂದಾಗಿ ಪೋಷಕರಿಬ್ಬರಲ್ಲಿ ಒಬ್ಬರನ್ನು ಕಳೆದುಕೊಂಡ ಮಕ್ಕಳಿಗಾಗಿ ಪುನರ್ವಸತಿ ಕಾರ್ಯಕ್ರಮವನ್ನು ಪ್ರಾರಂಭಿಸುವುದಾಗಿ ದೇಶಾದ್ಯಂತ ಸ್ವಯಂ ಸೇವಕ ಅಂದೋಲನವಾಗಿರುವ ಯೂತ್ ಫಾರ್ ಸೇವ (ವೈಎಫ್‌ಎಸ್) ಘೋಷಿಸಿದೆ. ಸೇವಾ ಇಂಟರ್ ನ್ಯಾಷನಲ್ ಸಹಯೋಗದೊಂದಿಗೆ ತಮ್ಮ ವಿದ್ಯಾ ಚೇತನಾ ಯೋಜನೆಯ ಭಾಗವಾಗಿ ಈ ಪ್ಲಾನ್-ಬಿಡಿಯ ಕಾರ್ಯಕ್ರಮವನ್ನು ಪ್ರಾರಂಭಿಸಲಾಗುತ್ತಿದೆ. ಸಾಂಕ್ರಾಮಿಕ ರೋಗದ ಅವಧಿಯಲ್ಲಿ ಪೋಷಕರನ್ನು ಕಳೆದುಕೊಂಡ ಮಕ್ಕಳಿಗೆ ಪಿಎಂ ಕೇರ್ ನಿಧಿಯ ಪ್ರಯೋಜನಗಳನ್ನು ಪಡೆಯಲು ಸಹಾಯ ಮಾಡುವ ಮೂಲಕ ವೈಎಫ್ಎಸ್ ತನ್ನ ಬೆಂಬಲವನ್ನು ನೀಡಲಿದೆ. ಇದಕ್ಕಾಗಿ ವೈಎಫ್‌ಎಸ್ ಹೆಲ್ಪರ್ ವರ್ಕರ್ ಮಾಹಿತಿದಾರರಿಂದ ಮಕ್ಕಳ ಹಾಗೂ ಪರಿಹಾರ ಮೊತ್ತವು ನೇರವಾಗಿ ತಲುಪಲು ಸಹಾಯ ಮಾಡುವ ಉದ್ದೇಶವನ್ನು ಹೊಂದಲಾಗಿದೆ. ಯೂತ್ ಫಾರ್ ಸೇವ ಸ್ಥಾಪಕ ವೆಂಕಟೇಶ್ ಮೂರ್ತಿ ಮಾತನಾಡಿ, ನಮ್ಮ ಪ್ರಯತ್ನಗಳು ಸಾಧ್ಯವಾದಷ್ಟು ಮಕ್ಕಳನ್ನು ತಲುಪಿ, ಪರಿಣಾಮ ಬೀರುವುದನ್ನು ಖಚಿತಪಡಿಸುವುದು. ಪುನರ್ವಸತಿ ಹಣವು ಸಹ ಕೆಲವು ಕೇಂದ್ರಗಳಿಗೆ ಮತ್ತು ವಿವರಗಳನ್ನು ಸಂಗ್ರಹಿಸಲು ದೇಶಾದ್ಯಂತ ಸ್ವಯಂ ಸೇವಕರು ಮತ್ತು ಪಾಲುದಾರ ಎನ್‌ಜಿಒಗಳ ವಿಶಾಲ ಜಾಲದೊಂದಿಗೆ ನಮ್ಮ ಉಪಕ್ರಮವು [36, 911, 178, 1202]
